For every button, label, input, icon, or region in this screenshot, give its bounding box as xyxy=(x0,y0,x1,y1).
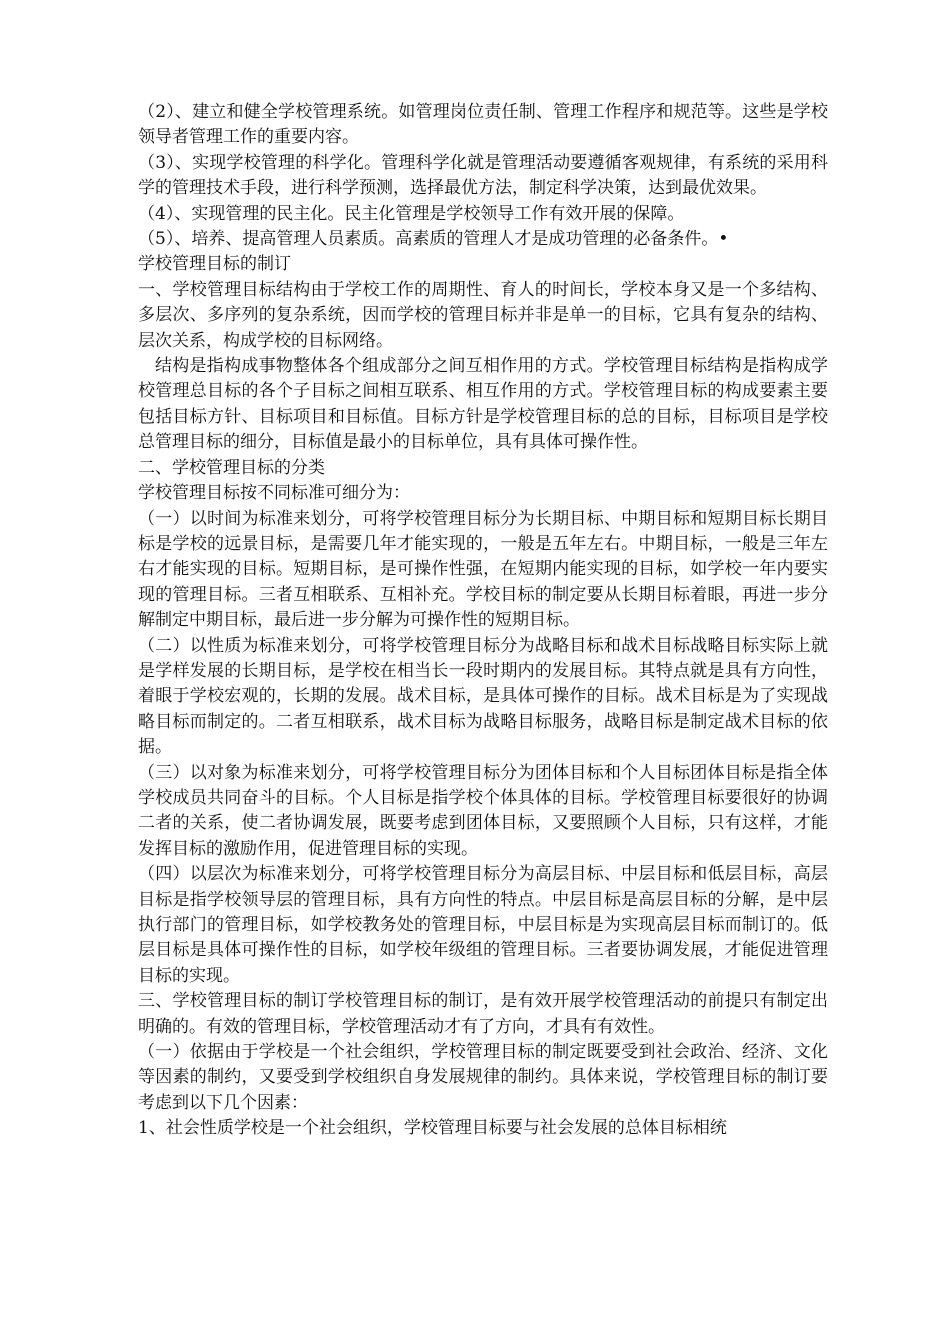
paragraph-by-level: （四）以层次为标准来划分，可将学校管理目标分为高层目标、中层目标和低层目标，高层目标是指学校领导层的管理目标，具有方向性的特点。中层目标是高层目标的分解，是中层执行部门的管理目标，如学校教务处的管理目标，中层目标是为实现高层目标而制订的。低层目标是具体可操作性的目标，如学校年级组的管理目标。三者要协调发展，才能促进管理目标的实现。 xyxy=(138,864,828,986)
paragraph-structure-definition: 结构是指构成事物整体各个组成部分之间互相作用的方式。学校管理目标结构是指构成学校管理总目标的各个子目标之间相互联系、相互作用的方式。学校管理目标的构成要素主要包括目标方针、目标项目和目标值。目标方针是学校管理目标的总的目标，目标项目是学校总管理目标的细分，目标值是最小的目标单位，具有具体可操作性。 xyxy=(138,356,828,453)
paragraph-system: （2）、建立和健全学校管理系统。如管理岗位责任制、管理工作程序和规范等。这些是学校领导者管理工作的重要内容。 xyxy=(138,102,828,148)
paragraph-by-nature: （二）以性质为标准来划分，可将学校管理目标分为战略目标和战术目标战略目标实际上就是学样发展的长期目标，是学校在相当长一段时期内的发展目标。其特点就是具有方向性，着眼于学校宏观的，长期的发展。战术目标，是具体可操作的目标。战术目标是为了实现战略目标而制定的。二者互相联系，战术目标为战略目标服务，战略目标是制定战术目标的依据。 xyxy=(138,635,828,758)
paragraph-democratic: （4）、实现管理的民主化。民主化管理是学校领导工作有效开展的保障。 xyxy=(138,203,685,224)
paragraph-personnel: （5）、培养、提高管理人员素质。高素质的管理人才是成功管理的必备条件。• xyxy=(138,229,729,250)
section-heading-classification: 二、学校管理目标的分类 xyxy=(138,457,325,478)
paragraph-scientific: （3）、实现学校管理的科学化。管理科学化就是管理活动要遵循客观规律，有系统的采用科学的管理技术手段，进行科学预测，选择最优方法，制定科学决策，达到最优效果。 xyxy=(138,152,828,199)
paragraph-classification-intro: 学校管理目标按不同标准可细分为： xyxy=(138,483,410,504)
paragraph-by-object: （三）以对象为标准来划分，可将学校管理目标分为团体目标和个人目标团体目标是指全体学校成员共同奋斗的目标。个人目标是指学校个体具体的目标。学校管理目标要很好的协调二者的关系，使二者协调发展，既要考虑到团体目标，又要照顾个人目标，只有这样，才能发挥目标的激励作用，促进管理目标的实现。 xyxy=(138,762,828,859)
paragraph-goal-structure: 一、学校管理目标结构由于学校工作的周期性、育人的时间长，学校本身又是一个多结构、多层次、多序列的复杂系统，因而学校的管理目标并非是单一的目标，它具有复杂的结构、层次关系，构成学校的目标网络。 xyxy=(138,279,828,351)
document-page xyxy=(138,100,828,1142)
paragraph-social-nature: 1、社会性质学校是一个社会组织，学校管理目标要与社会发展的总体目标相统 xyxy=(138,1118,727,1139)
section-heading-goal-setting: 学校管理目标的制订 xyxy=(138,254,291,275)
paragraph-goal-formulation: 三、学校管理目标的制订学校管理目标的制订，是有效开展学校管理活动的前提只有制定出明确的。有效的管理目标，学校管理活动才有了方向，才具有有效性。 xyxy=(138,991,828,1037)
paragraph-by-time: （一）以时间为标准来划分，可将学校管理目标分为长期目标、中期目标和短期目标长期目标是学校的远景目标，是需要几年才能实现的，一般是五年左右。中期目标，一般是三年左右才能实现的目标。短期目标，是可操作性强，在短期内能实现的目标，如学校一年内要实现的管理目标。三者互相联系、互相补充。学校目标的制定要从长期目标着眼，再进一步分解制定中期目标，最后进一步分解为可操作性的短期目标。 xyxy=(138,508,828,631)
paragraph-basis: （一）依据由于学校是一个社会组织，学校管理目标的制定既要受到社会政治、经济、文化等因素的制约，又要受到学校组织自身发展规律的制约。具体来说，学校管理目标的制订要考虑到以下几个因素： xyxy=(138,1042,828,1113)
